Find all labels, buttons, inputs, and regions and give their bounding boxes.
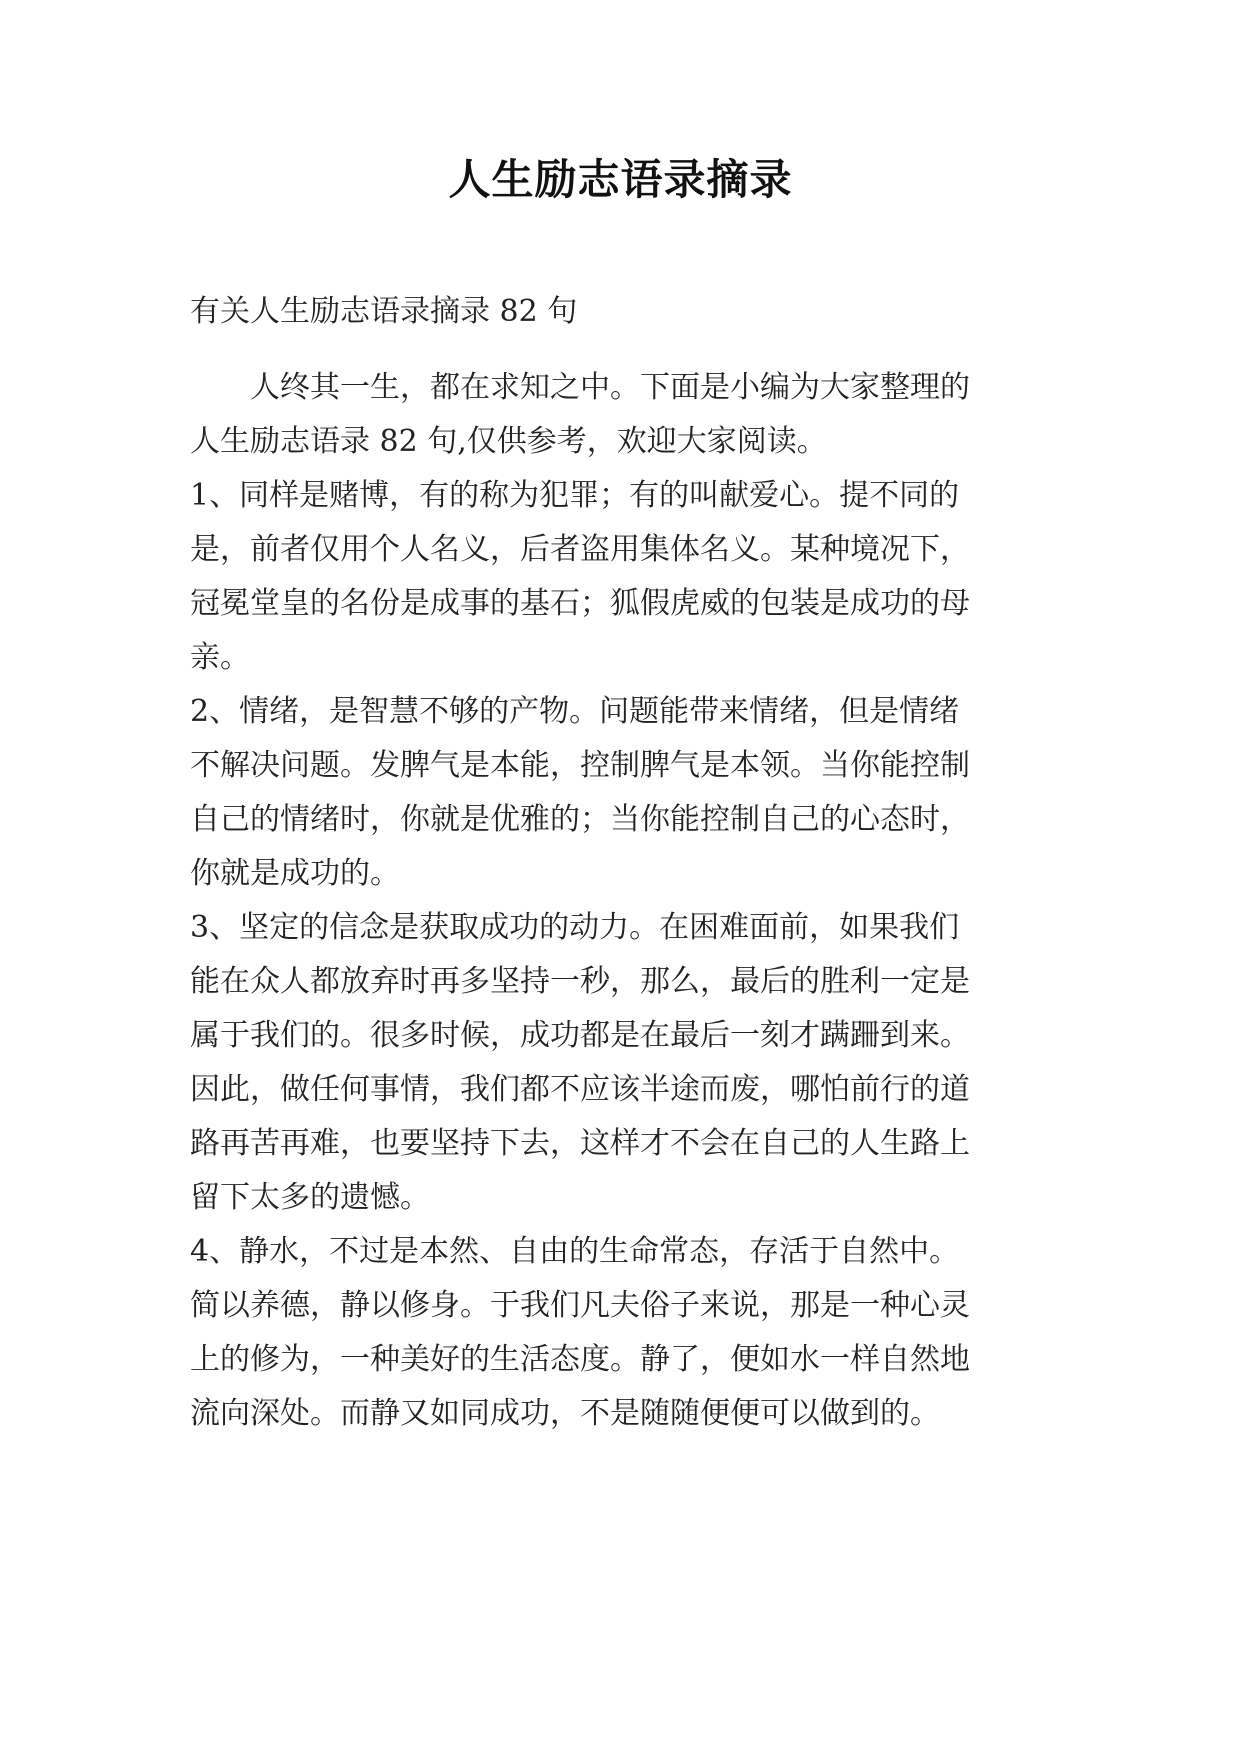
paragraph-line: 留下太多的遗憾。 [190,1180,430,1215]
paragraph-line: 路再苦再难，也要坚持下去，这样才不会在自己的人生路上 [190,1126,970,1161]
paragraph-line: 因此，做任何事情，我们都不应该半途而废，哪怕前行的道 [190,1072,970,1107]
paragraph-line: 属于我们的。很多时候，成功都是在最后一刻才蹒跚到来。 [190,1018,970,1053]
paragraph-line: 是，前者仅用个人名义，后者盗用集体名义。某种境况下， [190,532,970,567]
paragraph-line: 2、情绪，是智慧不够的产物。问题能带来情绪，但是情绪 [190,694,960,729]
paragraph-line: 不解决问题。发脾气是本能，控制脾气是本领。当你能控制 [190,748,970,783]
paragraph-line: 人生励志语录 82 句,仅供参考，欢迎大家阅读。 [190,424,827,459]
paragraph-line: 流向深处。而静又如同成功，不是随随便便可以做到的。 [190,1396,940,1431]
paragraph-line: 冠冕堂皇的名份是成事的基石；狐假虎威的包装是成功的母 [190,586,970,621]
document-subtitle: 有关人生励志语录摘录 82 句 [190,294,578,329]
paragraph-line: 人终其一生，都在求知之中。下面是小编为大家整理的 [250,370,970,405]
paragraph-line: 自己的情绪时，你就是优雅的；当你能控制自己的心态时， [190,802,970,837]
document-title: 人生励志语录摘录 [448,155,793,204]
paragraph-line: 上的修为，一种美好的生活态度。静了，便如水一样自然地 [190,1342,970,1377]
paragraph-line: 能在众人都放弃时再多坚持一秒，那么，最后的胜利一定是 [190,964,970,999]
paragraph-line: 你就是成功的。 [190,856,400,891]
paragraph-line: 1、同样是赌博，有的称为犯罪；有的叫献爱心。提不同的 [190,478,960,513]
paragraph-line: 3、坚定的信念是获取成功的动力。在困难面前，如果我们 [190,910,960,945]
paragraph-line: 亲。 [190,640,250,675]
paragraph-line: 4、静水，不过是本然、自由的生命常态，存活于自然中。 [190,1234,960,1269]
paragraph-line: 简以养德，静以修身。于我们凡夫俗子来说，那是一种心灵 [190,1288,970,1323]
